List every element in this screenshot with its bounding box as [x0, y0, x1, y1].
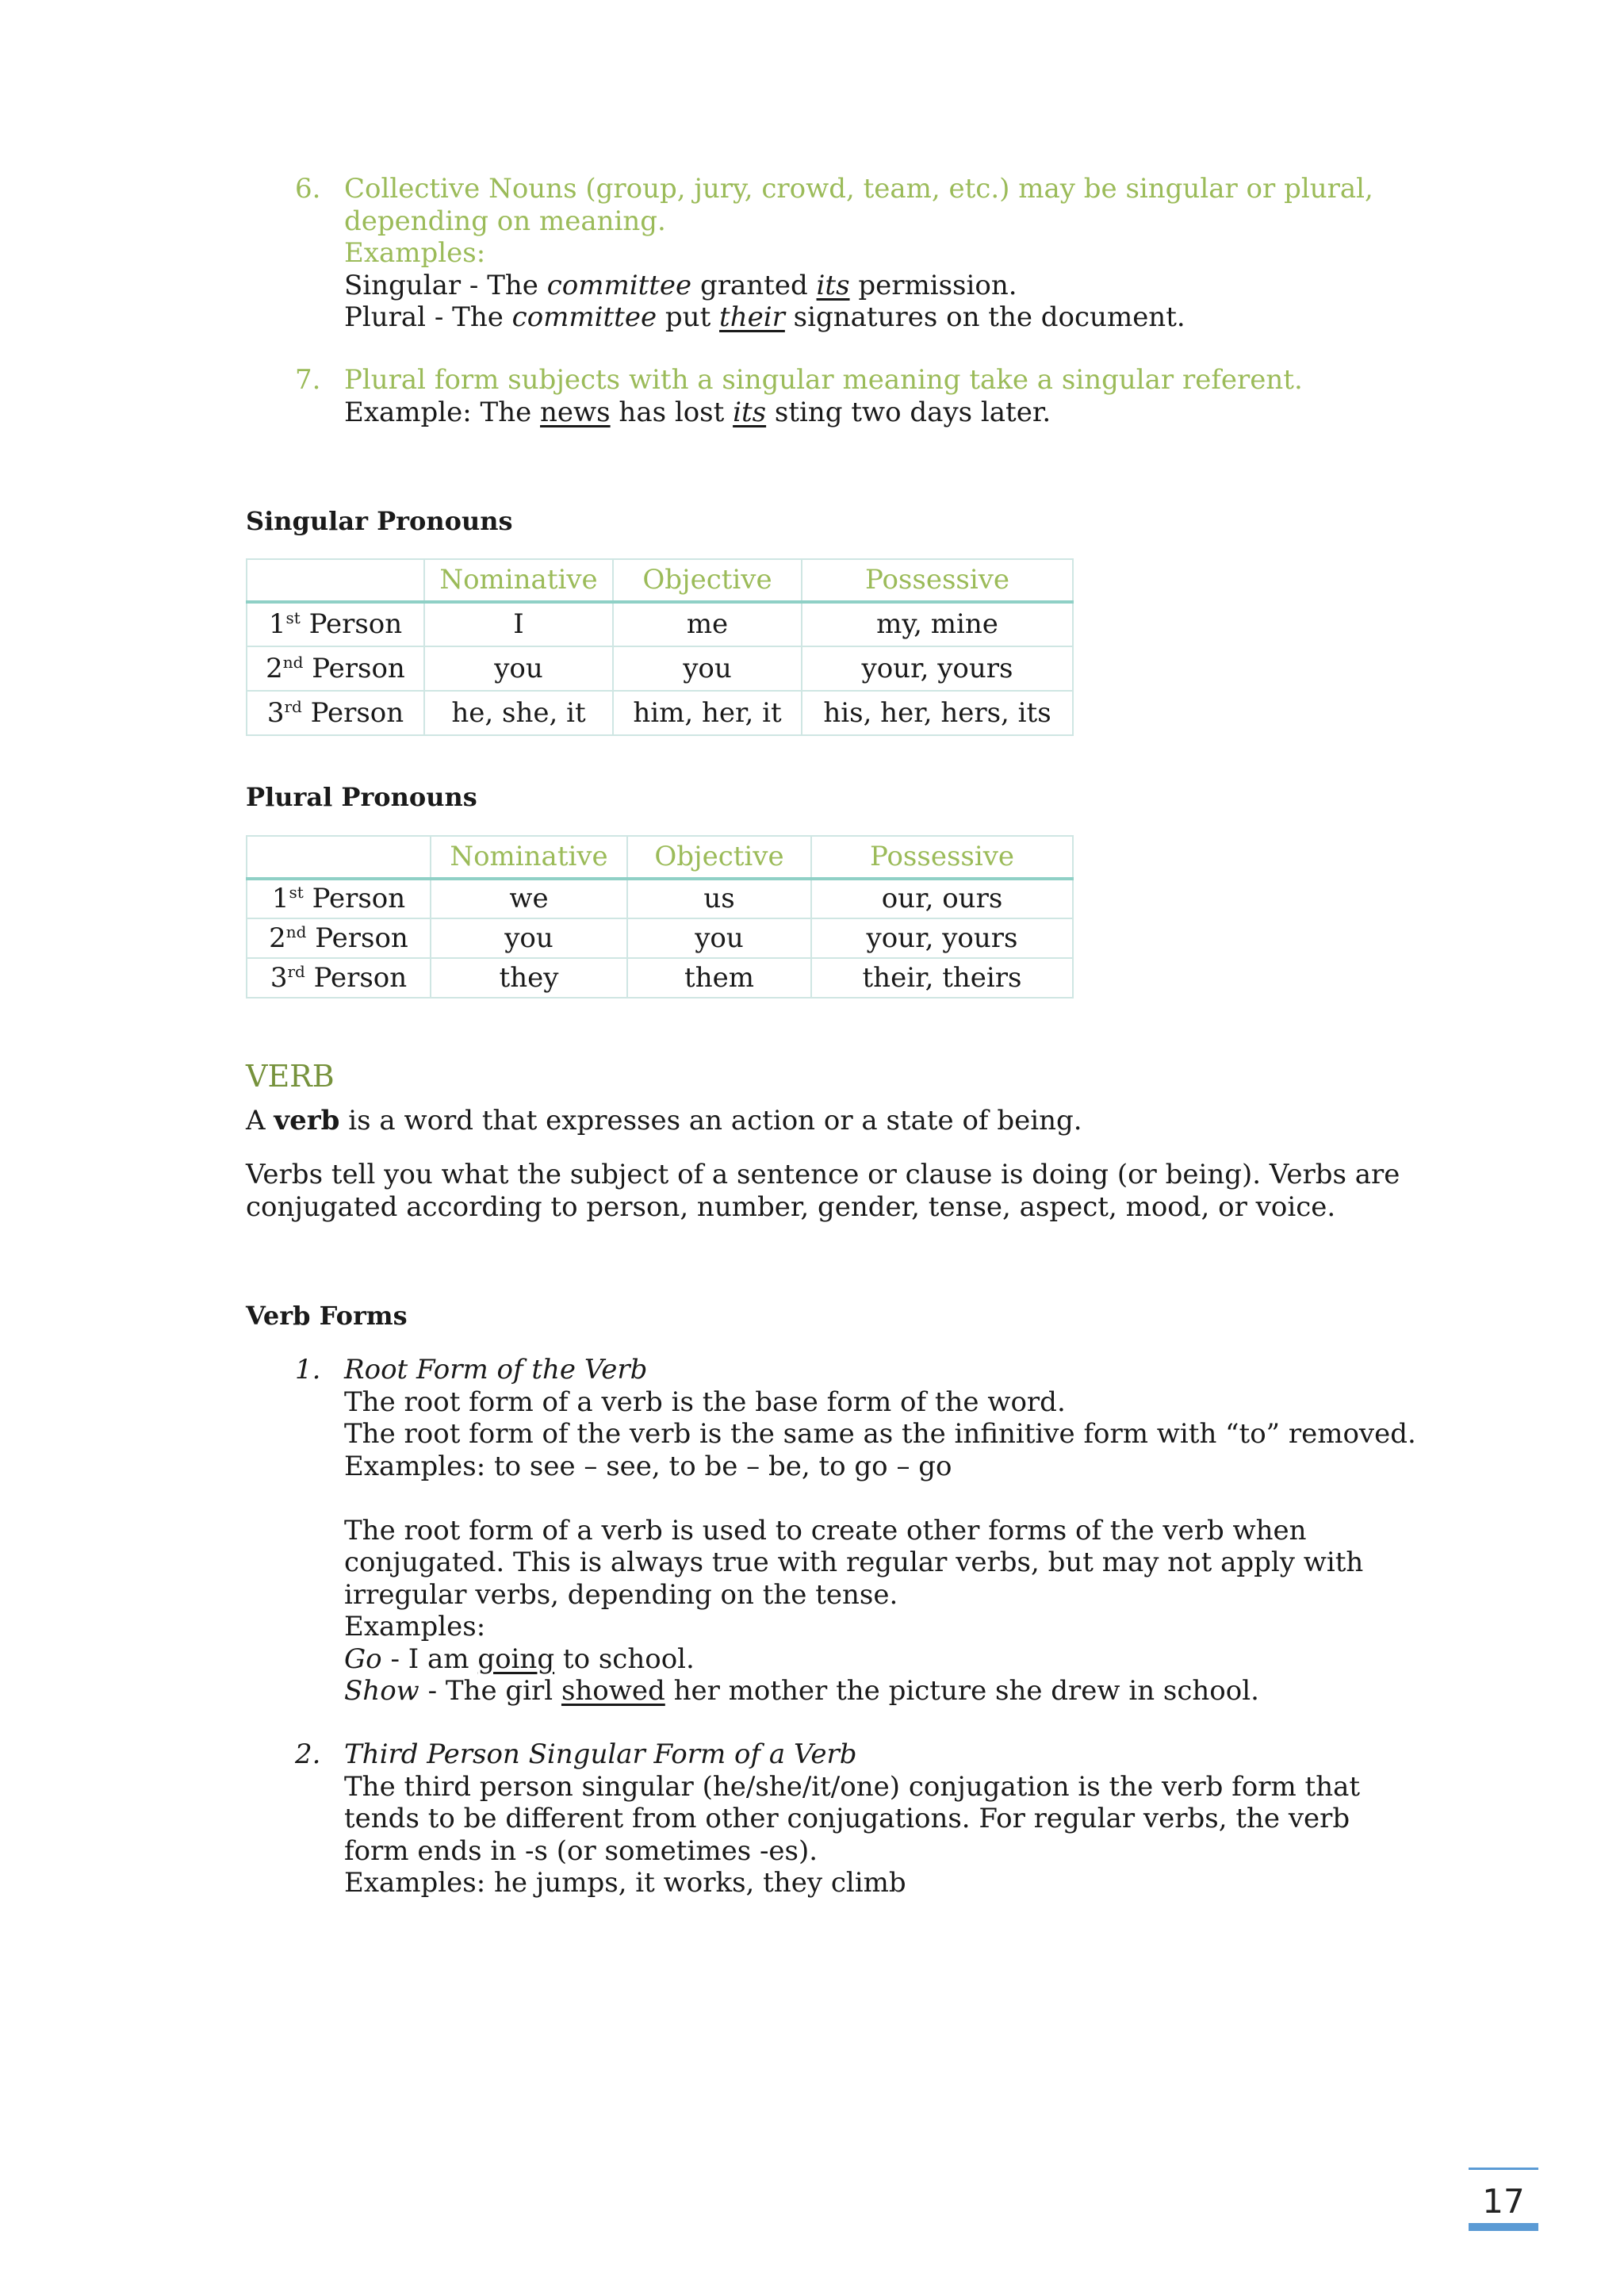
- root-form-example-show: Show - The girl showed her mother the picture she drew in school.: [344, 1675, 1259, 1707]
- verb-form-third-person: [344, 1738, 1470, 1899]
- rule-7-example: Example: The news has lost its sting two days later.: [344, 396, 1051, 428]
- verb-definition: A verb is a word that expresses an action or a state of being.: [246, 1105, 1082, 1137]
- table-row: [247, 918, 1073, 958]
- table-cell: our, ours: [811, 879, 1073, 918]
- root-form-line-4: The root form of a verb is used to create other forms of the verb when: [344, 1514, 1307, 1547]
- rule-7: [344, 364, 1470, 428]
- root-form-example-go: Go - I am going to school.: [344, 1642, 695, 1675]
- rule-6-line-2: depending on meaning.: [344, 205, 666, 237]
- verb-description-line-2: conjugated according to person, number, gender, tense, aspect, mood, or voice.: [246, 1190, 1336, 1223]
- table-cell: them: [627, 958, 811, 998]
- third-person-line-4: Examples: he jumps, it works, they climb: [344, 1867, 906, 1899]
- column-header: Objective: [627, 836, 811, 879]
- rule-6-line-1: Collective Nouns (group, jury, crowd, team, etc.) may be singular or plural,: [344, 173, 1373, 205]
- table-row: [247, 879, 1073, 918]
- row-label: 2nd Person: [247, 918, 431, 958]
- row-label: 1st Person: [247, 879, 431, 918]
- table-cell: me: [613, 602, 802, 646]
- root-form-line-6: irregular verbs, depending on the tense.: [344, 1578, 898, 1611]
- verb-section-title: VERB: [246, 1059, 335, 1094]
- table-cell: he, she, it: [424, 691, 613, 735]
- table-cell: you: [424, 646, 613, 691]
- row-label: 1st Person: [247, 602, 424, 646]
- third-person-line-3: form ends in -s (or sometimes -es).: [344, 1834, 818, 1867]
- list-number-2: 2.: [295, 1738, 321, 1770]
- verb-description: [246, 1159, 1400, 1223]
- page-number-top-rule: [1469, 2168, 1538, 2170]
- rule-6-singular-example: Singular - The committee granted its permission.: [344, 269, 1017, 301]
- singular-pronouns-heading: Singular Pronouns: [246, 506, 513, 536]
- root-form-line-3: Examples: to see – see, to be – be, to go – go: [344, 1450, 952, 1482]
- table-row: [247, 691, 1073, 735]
- verb-description-line-1: Verbs tell you what the subject of a sentence or clause is doing (or being). Verbs are: [246, 1159, 1400, 1190]
- singular-pronouns-table: [246, 558, 1074, 736]
- rule-6-plural-example: Plural - The committee put their signatures on the document.: [344, 301, 1185, 333]
- table-cell: us: [627, 879, 811, 918]
- table-cell: they: [431, 958, 627, 998]
- list-number-7: 7.: [295, 364, 321, 396]
- column-header: Possessive: [802, 559, 1073, 602]
- row-label: 3rd Person: [247, 958, 431, 998]
- table-cell: you: [431, 918, 627, 958]
- table-row: [247, 646, 1073, 691]
- empty-header-cell: [247, 559, 424, 602]
- table-header-row: [247, 559, 1073, 602]
- page-number-text: 17: [1482, 2182, 1525, 2221]
- plural-pronouns-table: [246, 835, 1074, 999]
- column-header: Possessive: [811, 836, 1073, 879]
- list-number-1: 1.: [295, 1354, 321, 1386]
- table-cell: you: [627, 918, 811, 958]
- table-cell: your, yours: [802, 646, 1073, 691]
- root-form-line-2: The root form of the verb is the same as the infinitive form with “to” removed.: [344, 1418, 1416, 1450]
- empty-header-cell: [247, 836, 431, 879]
- root-form-line-1: The root form of a verb is the base form of the word.: [344, 1386, 1066, 1418]
- row-label: 2nd Person: [247, 646, 424, 691]
- third-person-line-2: tends to be different from other conjugations. For regular verbs, the verb: [344, 1803, 1350, 1834]
- root-form-title: Root Form of the Verb: [344, 1354, 648, 1386]
- page-number-bottom-rule: [1469, 2223, 1538, 2231]
- table-cell: you: [613, 646, 802, 691]
- column-header: Nominative: [431, 836, 627, 879]
- column-header: Objective: [613, 559, 802, 602]
- third-person-line-1: The third person singular (he/she/it/one) conjugation is the verb form that: [344, 1770, 1361, 1803]
- table-row: [247, 958, 1073, 998]
- column-header: Nominative: [424, 559, 613, 602]
- rule-7-line-1: Plural form subjects with a singular meaning take a singular referent.: [344, 364, 1303, 396]
- row-label: 3rd Person: [247, 691, 424, 735]
- plural-pronouns-heading: Plural Pronouns: [246, 782, 477, 812]
- table-cell: their, theirs: [811, 958, 1073, 998]
- third-person-title: Third Person Singular Form of a Verb: [344, 1738, 857, 1770]
- rule-6-examples-label: Examples:: [344, 237, 486, 269]
- root-form-examples-label: Examples:: [344, 1611, 486, 1642]
- list-number-6: 6.: [295, 173, 321, 205]
- table-cell: him, her, it: [613, 691, 802, 735]
- verb-forms-heading: Verb Forms: [246, 1301, 408, 1331]
- table-row: [247, 602, 1073, 646]
- table-cell: we: [431, 879, 627, 918]
- rule-6: [344, 173, 1470, 334]
- table-header-row: [247, 836, 1073, 879]
- table-cell: your, yours: [811, 918, 1073, 958]
- table-cell: his, her, hers, its: [802, 691, 1073, 735]
- root-form-line-5: conjugated. This is always true with regular verbs, but may not apply with: [344, 1547, 1364, 1578]
- page-number: [1469, 2168, 1538, 2231]
- table-cell: my, mine: [802, 602, 1073, 646]
- verb-form-root: [344, 1354, 1470, 1708]
- table-cell: I: [424, 602, 613, 646]
